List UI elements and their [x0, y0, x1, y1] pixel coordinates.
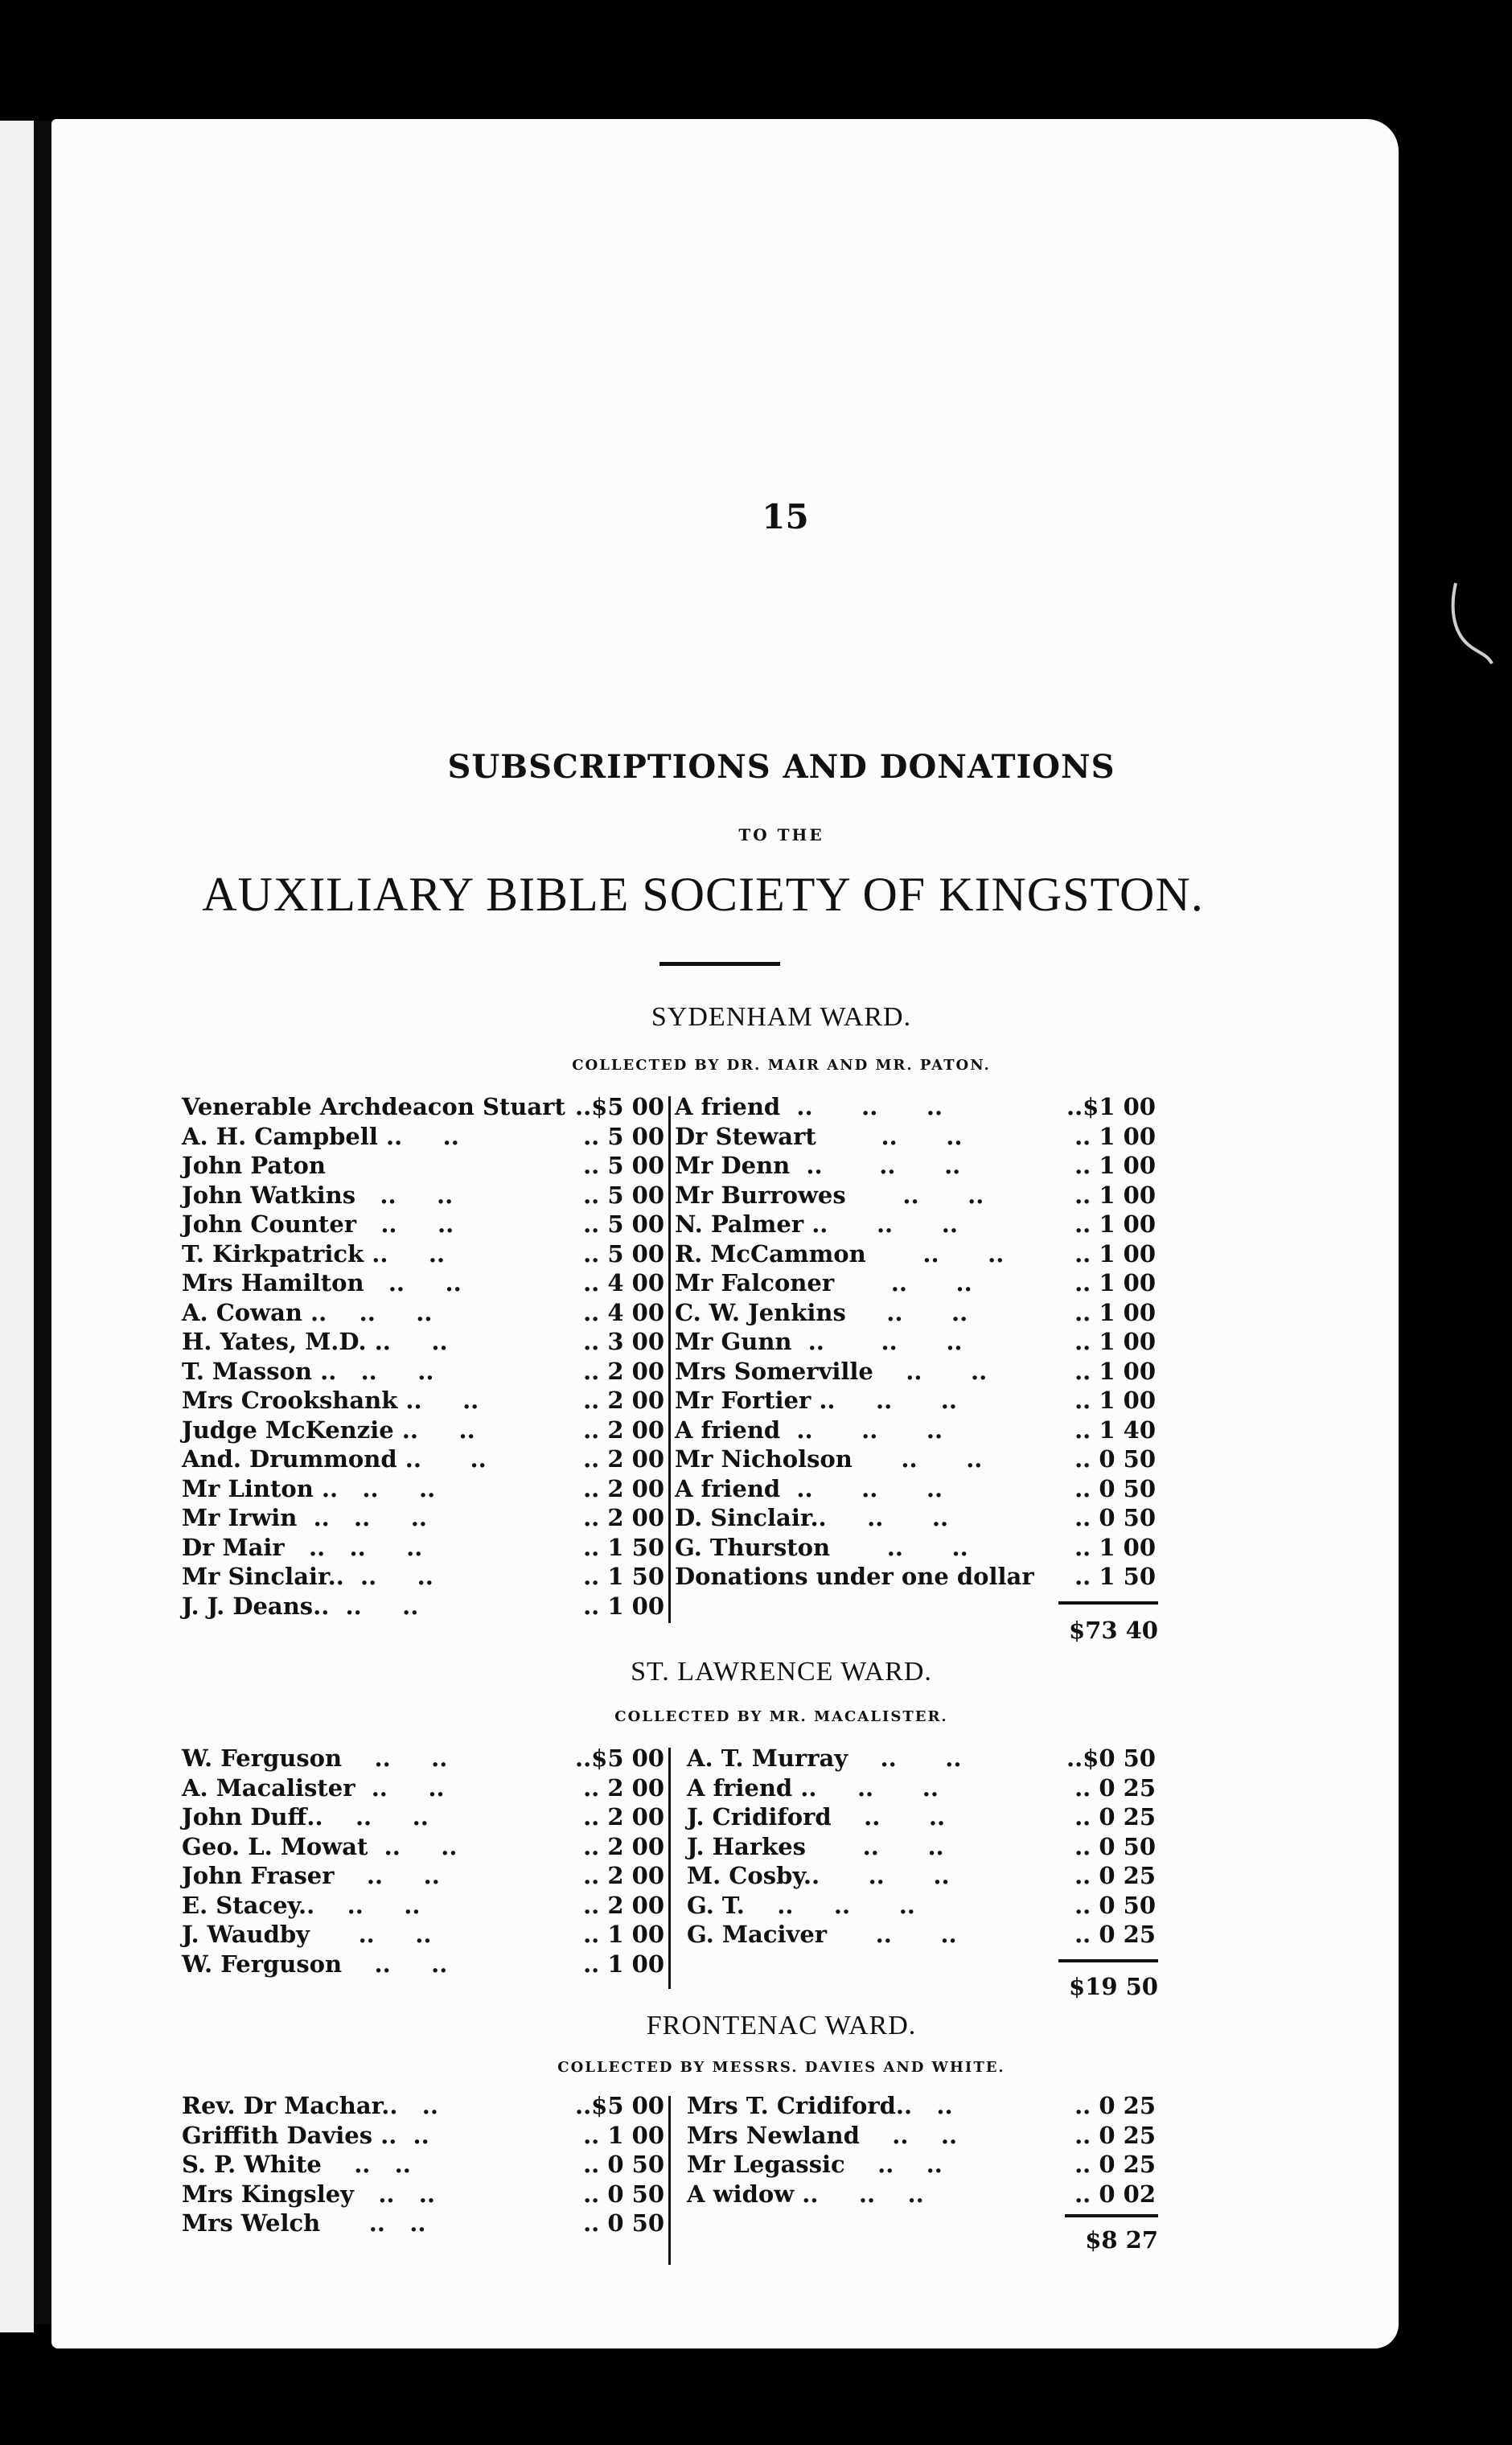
subscriber-name: Dr Mair .. .. ..: [182, 1533, 423, 1561]
list-item: [182, 1802, 664, 1832]
list-item: [182, 1920, 664, 1950]
list-item: [675, 1474, 1156, 1504]
st-lawrence-total-rule: [1058, 1959, 1158, 1962]
subscription-amount: ..$5 00: [574, 2092, 664, 2119]
subscriber-name: Mr Gunn .. .. ..: [675, 1328, 963, 1355]
subscription-amount: .. 1 50: [583, 1533, 664, 1561]
list-item: [182, 2150, 664, 2180]
subscriber-name: A friend .. .. ..: [675, 1093, 943, 1120]
list-item: [182, 1151, 664, 1181]
subscriber-name: N. Palmer .. .. ..: [675, 1210, 958, 1238]
subscriber-name: A. Cowan .. .. ..: [182, 1298, 433, 1326]
column-divider: [668, 2096, 671, 2265]
list-item: [182, 1416, 664, 1445]
list-item: [675, 1357, 1156, 1387]
list-item: [182, 1181, 664, 1210]
sydenham-total-rule: [1058, 1601, 1158, 1605]
subscriber-name: Mr Sinclair.. .. ..: [182, 1563, 433, 1590]
subscription-amount: .. 4 00: [583, 1269, 664, 1296]
subscription-amount: .. 2 00: [583, 1773, 664, 1802]
subscriber-name: H. Yates, M.D. .. ..: [182, 1328, 448, 1355]
subscription-amount: .. 1 50: [1074, 1563, 1156, 1590]
subscription-amount: ..$0 50: [1066, 1744, 1156, 1772]
subscription-amount: .. 2 00: [583, 1445, 664, 1473]
list-item: [687, 1773, 1156, 1803]
subscriber-name: Rev. Dr Machar.. ..: [182, 2092, 438, 2119]
adjacent-page-edge: [0, 121, 34, 2332]
subscription-amount: .. 5 00: [583, 1122, 664, 1150]
subscription-amount: .. 5 00: [583, 1210, 664, 1238]
subscriber-name: Mr Burrowes .. ..: [675, 1181, 984, 1209]
subscriber-name: Mrs Hamilton .. ..: [182, 1269, 462, 1296]
subscription-amount: .. 0 25: [1074, 1803, 1156, 1831]
subscription-amount: .. 0 50: [583, 2180, 664, 2208]
subscription-amount: .. 0 50: [1074, 1832, 1156, 1860]
list-item: [675, 1444, 1156, 1474]
subscriber-name: C. W. Jenkins .. ..: [675, 1298, 968, 1326]
frontenac-right-column: [687, 2091, 1156, 2209]
subscriber-name: Mr Falconer .. ..: [675, 1269, 972, 1296]
list-item: [182, 1210, 664, 1239]
list-item: [182, 1357, 664, 1387]
subscriber-name: Mr Linton .. .. ..: [182, 1474, 436, 1502]
subscriber-name: A friend .. .. ..: [675, 1474, 943, 1502]
page-number: 15: [762, 497, 809, 536]
subscription-amount: .. 1 00: [1074, 1152, 1156, 1179]
subscription-amount: .. 1 00: [583, 2121, 664, 2149]
list-item: [182, 1239, 664, 1269]
list-item: [182, 1092, 664, 1122]
sydenham-collector: COLLECTED BY DR. MAIR AND MR. PATON.: [572, 1057, 991, 1074]
subscription-amount: .. 1 00: [1074, 1210, 1156, 1238]
list-item: [675, 1092, 1156, 1122]
subscription-amount: .. 5 00: [583, 1239, 664, 1268]
subscriber-name: T. Masson .. .. ..: [182, 1357, 434, 1385]
column-divider: [668, 1748, 671, 1989]
subscription-amount: .. 5 00: [583, 1181, 664, 1209]
subscription-amount: .. 2 00: [583, 1387, 664, 1414]
list-item: [675, 1562, 1156, 1592]
subscriber-name: T. Kirkpatrick .. ..: [182, 1239, 446, 1268]
subscriber-name: Judge McKenzie .. ..: [182, 1416, 475, 1444]
heading-line-2: TO THE: [738, 825, 824, 844]
list-item: [182, 2180, 664, 2209]
page-shadow: [34, 121, 51, 2324]
subscriber-name: Mrs Somerville .. ..: [675, 1357, 988, 1385]
subscription-amount: .. 0 02: [1074, 2180, 1156, 2208]
sydenham-right-column: [675, 1092, 1156, 1592]
list-item: [182, 1268, 664, 1298]
list-item: [687, 1744, 1156, 1773]
list-item: [687, 2121, 1156, 2151]
subscriber-name: Dr Stewart .. ..: [675, 1122, 963, 1150]
subscription-amount: ..$5 00: [574, 1093, 664, 1120]
list-item: [675, 1239, 1156, 1269]
sydenham-total: $73 40: [1069, 1617, 1158, 1644]
subscriber-name: A widow .. .. ..: [687, 2180, 924, 2208]
list-item: [182, 1503, 664, 1533]
st-lawrence-right-column: [687, 1744, 1156, 1950]
subscription-amount: .. 1 00: [1074, 1533, 1156, 1561]
subscriber-name: John Paton: [182, 1152, 326, 1179]
subscription-amount: ..$1 00: [1066, 1093, 1156, 1120]
frontenac-ward-title: FRONTENAC WARD.: [646, 2011, 917, 2040]
list-item: [687, 2150, 1156, 2180]
subscription-amount: .. 1 00: [1074, 1328, 1156, 1355]
list-item: [675, 1533, 1156, 1563]
subscriber-name: Mr Nicholson .. ..: [675, 1445, 983, 1473]
subscriber-name: Mrs Kingsley .. ..: [182, 2180, 435, 2208]
subscription-amount: .. 0 50: [1074, 1474, 1156, 1502]
list-item: [182, 1327, 664, 1357]
subscription-amount: .. 1 00: [1074, 1269, 1156, 1296]
subscriber-name: Geo. L. Mowat .. ..: [182, 1832, 458, 1860]
list-item: [687, 1920, 1156, 1950]
subscription-amount: .. 1 00: [583, 1592, 664, 1620]
list-item: [182, 1832, 664, 1862]
subscriber-name: A. T. Murray .. ..: [687, 1744, 962, 1772]
list-item: [675, 1327, 1156, 1357]
subscription-amount: .. 0 25: [1074, 1862, 1156, 1889]
subscriber-name: Mrs Newland .. ..: [687, 2121, 958, 2149]
subscription-amount: .. 2 00: [583, 1474, 664, 1502]
subscriber-name: G. Thurston .. ..: [675, 1533, 968, 1561]
subscription-amount: .. 0 25: [1074, 2151, 1156, 2178]
subscription-amount: .. 1 40: [1074, 1416, 1156, 1444]
subscriber-name: Donations under one dollar: [675, 1563, 1034, 1590]
subscription-amount: ..$5 00: [574, 1744, 664, 1772]
st-lawrence-total: $19 50: [1069, 1973, 1158, 2000]
subscription-amount: .. 4 00: [583, 1298, 664, 1326]
st-lawrence-collector: COLLECTED BY MR. MACALISTER.: [614, 1708, 948, 1725]
heading-line-1: SUBSCRIPTIONS AND DONATIONS: [447, 748, 1116, 786]
list-item: [687, 1891, 1156, 1921]
list-item: [182, 1298, 664, 1328]
subscriber-name: M. Cosby.. .. ..: [687, 1862, 950, 1889]
subscription-amount: .. 0 50: [1074, 1891, 1156, 1919]
subscriber-name: John Duff.. .. ..: [182, 1803, 429, 1831]
subscription-amount: .. 1 00: [1074, 1357, 1156, 1385]
subscription-amount: .. 0 50: [583, 2151, 664, 2178]
st-lawrence-left-column: [182, 1744, 664, 1979]
list-item: [182, 1562, 664, 1592]
list-item: [687, 2091, 1156, 2121]
heading-rule: [659, 962, 780, 966]
list-item: [182, 1386, 664, 1416]
subscription-amount: .. 1 00: [1074, 1387, 1156, 1414]
subscription-amount: .. 2 00: [583, 1832, 664, 1860]
list-item: [675, 1298, 1156, 1328]
list-item: [182, 1533, 664, 1563]
subscriber-name: Griffith Davies .. ..: [182, 2121, 429, 2149]
subscriber-name: J. Harkes .. ..: [687, 1832, 944, 1860]
column-divider: [668, 1096, 671, 1623]
list-item: [675, 1151, 1156, 1181]
subscriber-name: A. H. Campbell .. ..: [182, 1122, 459, 1150]
list-item: [675, 1416, 1156, 1445]
subscriber-name: Mrs Crookshank .. ..: [182, 1387, 479, 1414]
subscription-amount: .. 1 00: [1074, 1122, 1156, 1150]
subscription-amount: .. 2 00: [583, 1416, 664, 1444]
subscription-amount: .. 1 00: [583, 1921, 664, 1948]
list-item: [182, 1950, 664, 1979]
list-item: [675, 1210, 1156, 1239]
sydenham-left-column: [182, 1092, 664, 1621]
frontenac-collector: COLLECTED BY MESSRS. DAVIES AND WHITE.: [557, 2059, 1005, 2076]
subscriber-name: A friend .. .. ..: [675, 1416, 943, 1444]
subscription-amount: .. 1 00: [583, 1950, 664, 1978]
subscription-amount: .. 0 50: [583, 2209, 664, 2237]
list-item: [675, 1122, 1156, 1152]
list-item: [182, 1474, 664, 1504]
list-item: [182, 1861, 664, 1891]
subscriber-name: Mrs Welch .. ..: [182, 2209, 426, 2237]
subscriber-name: E. Stacey.. .. ..: [182, 1891, 421, 1919]
margin-mark: [1448, 579, 1496, 668]
subscriber-name: Mr Legassic .. ..: [687, 2151, 943, 2178]
list-item: [182, 1122, 664, 1152]
list-item: [675, 1386, 1156, 1416]
list-item: [182, 1444, 664, 1474]
subscriber-name: John Watkins .. ..: [182, 1181, 454, 1209]
subscriber-name: John Counter .. ..: [182, 1210, 454, 1238]
subscriber-name: Venerable Archdeacon Stuart: [182, 1093, 565, 1120]
list-item: [182, 2121, 664, 2151]
list-item: [687, 1832, 1156, 1862]
list-item: [182, 1744, 664, 1773]
subscriber-name: R. McCammon .. ..: [675, 1239, 1005, 1268]
subscriber-name: W. Ferguson .. ..: [182, 1950, 448, 1978]
list-item: [675, 1181, 1156, 1210]
frontenac-total-rule: [1065, 2214, 1158, 2217]
subscriber-name: D. Sinclair.. .. ..: [675, 1504, 949, 1531]
subscriber-name: S. P. White .. ..: [182, 2151, 411, 2178]
st-lawrence-ward-title: ST. LAWRENCE WARD.: [631, 1657, 932, 1687]
subscription-amount: .. 1 00: [1074, 1298, 1156, 1326]
subscription-amount: .. 2 00: [583, 1891, 664, 1919]
list-item: [675, 1268, 1156, 1298]
subscriber-name: Mrs T. Cridiford.. ..: [687, 2092, 953, 2119]
subscription-amount: .. 0 25: [1074, 2092, 1156, 2119]
subscriber-name: Mr Irwin .. .. ..: [182, 1504, 427, 1531]
subscription-amount: .. 1 00: [1074, 1181, 1156, 1209]
document-page: [51, 119, 1399, 2348]
subscriber-name: John Fraser .. ..: [182, 1862, 440, 1889]
list-item: [182, 1773, 664, 1803]
list-item: [182, 2091, 664, 2121]
subscriber-name: J. Cridiford .. ..: [687, 1803, 946, 1831]
subscription-amount: .. 1 00: [1074, 1239, 1156, 1268]
subscriber-name: Mr Fortier .. .. ..: [675, 1387, 957, 1414]
subscriber-name: W. Ferguson .. ..: [182, 1744, 448, 1772]
list-item: [182, 2209, 664, 2238]
subscription-amount: .. 0 25: [1074, 2121, 1156, 2149]
subscription-amount: .. 5 00: [583, 1152, 664, 1179]
subscription-amount: .. 2 00: [583, 1357, 664, 1385]
frontenac-total: $8 27: [1085, 2226, 1158, 2254]
subscription-amount: .. 0 25: [1074, 1773, 1156, 1802]
list-item: [687, 2180, 1156, 2209]
heading-line-3: AUXILIARY BIBLE SOCIETY OF KINGSTON.: [202, 868, 1204, 921]
subscriber-name: A. Macalister .. ..: [182, 1773, 445, 1802]
list-item: [675, 1503, 1156, 1533]
subscription-amount: .. 2 00: [583, 1803, 664, 1831]
subscription-amount: .. 0 50: [1074, 1504, 1156, 1531]
subscriber-name: G. T. .. .. ..: [687, 1891, 915, 1919]
subscription-amount: .. 0 50: [1074, 1445, 1156, 1473]
subscriber-name: J. J. Deans.. .. ..: [182, 1592, 419, 1620]
subscriber-name: Mr Denn .. .. ..: [675, 1152, 961, 1179]
list-item: [182, 1592, 664, 1621]
sydenham-ward-title: SYDENHAM WARD.: [651, 1002, 912, 1032]
subscriber-name: J. Waudby .. ..: [182, 1921, 432, 1948]
subscription-amount: .. 2 00: [583, 1862, 664, 1889]
list-item: [182, 1891, 664, 1921]
subscription-amount: .. 2 00: [583, 1504, 664, 1531]
subscriber-name: A friend .. .. ..: [687, 1773, 939, 1802]
list-item: [687, 1802, 1156, 1832]
list-item: [687, 1861, 1156, 1891]
subscription-amount: .. 1 50: [583, 1563, 664, 1590]
frontenac-left-column: [182, 2091, 664, 2238]
subscriber-name: And. Drummond .. ..: [182, 1445, 487, 1473]
subscriber-name: G. Maciver .. ..: [687, 1921, 957, 1948]
subscription-amount: .. 3 00: [583, 1328, 664, 1355]
subscription-amount: .. 0 25: [1074, 1921, 1156, 1948]
